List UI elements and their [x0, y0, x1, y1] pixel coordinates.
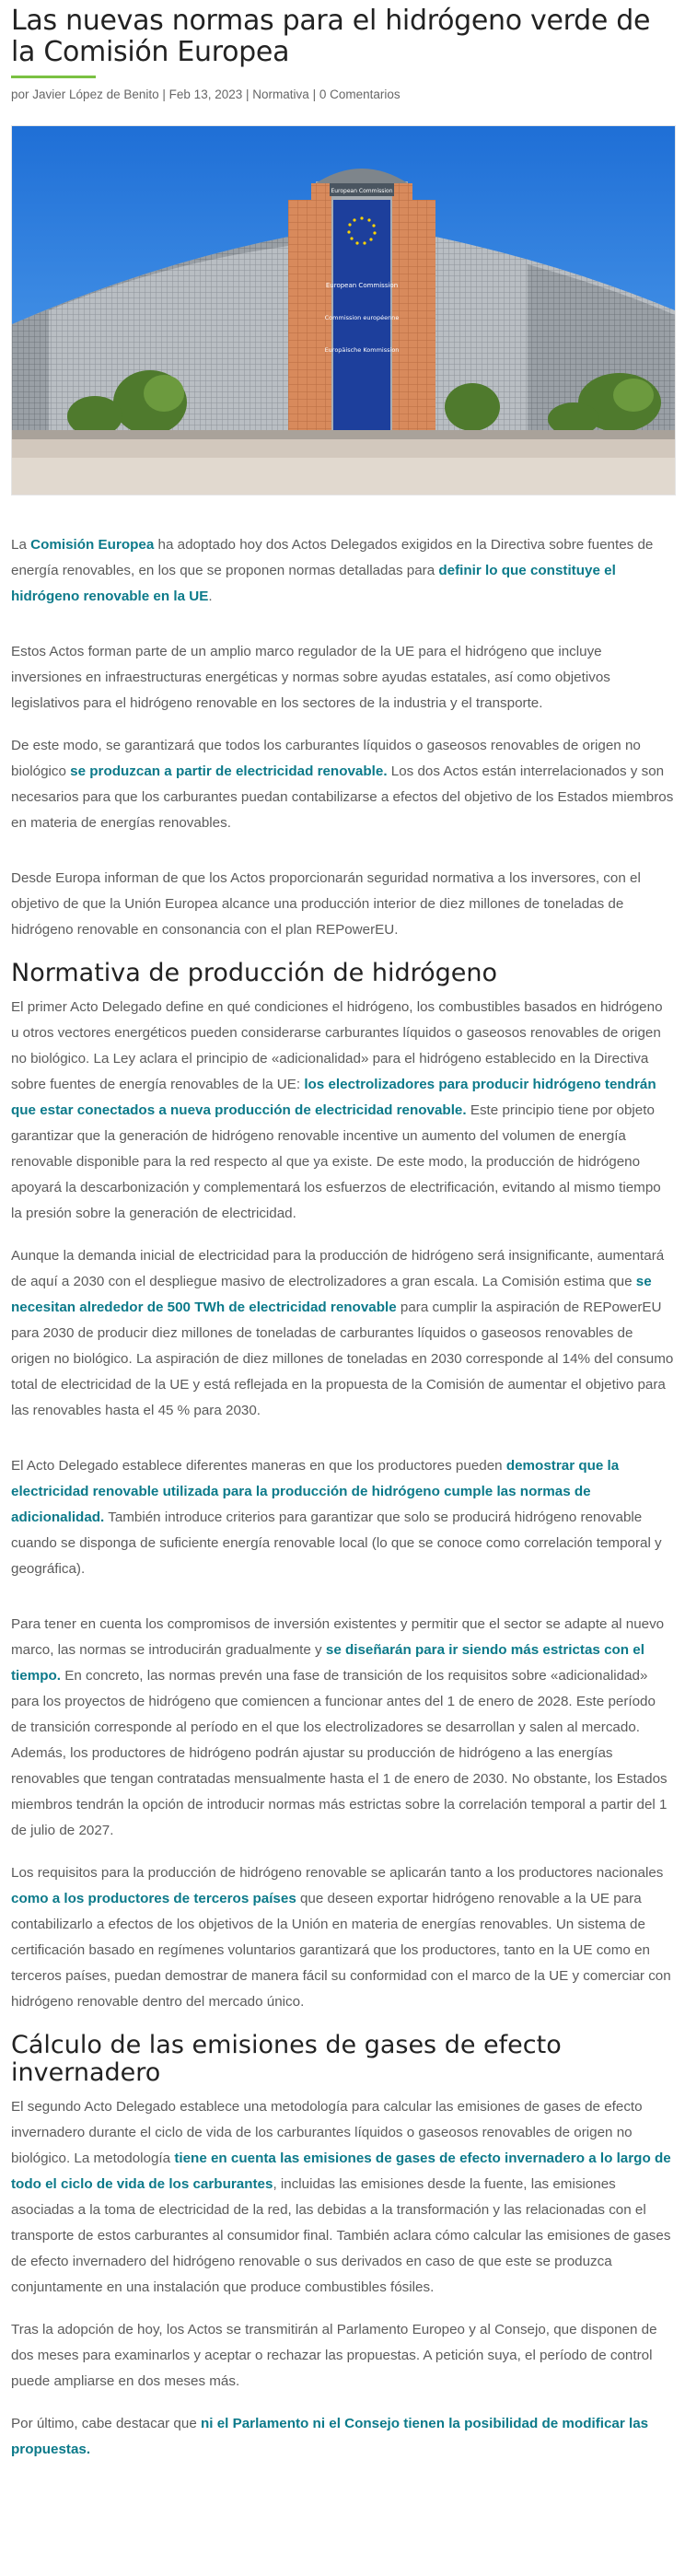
link-hidrogeno-renovable[interactable]: definir lo que constituye el hidrógeno renovable en la UE [11, 563, 616, 604]
hero-image-berlaymont-building [11, 125, 676, 495]
category-link[interactable]: Normativa [252, 87, 309, 101]
paragraph: El primer Acto Delegado define en qué condiciones el hidrógeno, los combustibles basados en hidrógeno u otros vectores energéticos pueden considerarse carburantes líquidos o gaseosos renovables de origen no biológico. La Ley aclara el principio de «adicionalidad» para el hidrógeno establecido en la Directiva sobre fuentes de energía renovables de la UE: los electrolizadores para producir hidrógeno tendrán que estar conectados a nueva producción de electricidad renovable. Este principio tiene por objeto garantizar que la generación de hidrógeno renovable incentive un aumento del volumen de energía renovable disponible para la red respecto al que ya existe. De este modo, la producción de hidrógeno apoyará la descarbonización y complementará los esfuerzos de electrificación, evitando al mismo tiempo la presión sobre la generación de electricidad. [11, 999, 663, 1221]
post-meta: por Javier López de Benito | Feb 13, 2023 | Normativa | 0 Comentarios [11, 87, 401, 101]
comments-link[interactable]: 0 Comentarios [319, 87, 401, 101]
svg-text:European Commission: European Commission [331, 188, 393, 194]
paragraph: Aunque la demanda inicial de electricidad para la producción de hidrógeno será insignificante, aumentará de aquí a 2030 con el despliegue masivo de electrolizadores a gran escala. La Comisión estima que se necesitan alrededor de 500 TWh de electricidad renovable para cumplir la aspiración de REPowerEU para 2030 de producir diez millones de toneladas de carburantes líquidos o gaseosos renovables de origen no biológico. La aspiración de diez millones de toneladas en 2030 corresponde al 14% del consumo total de electricidad de la UE y está reflejada en la propuesta de la Comisión de aumentar el objetivo para las renovables hasta el 45 % para 2030. [11, 1248, 674, 1418]
link-modificar-propuestas[interactable]: ni el Parlamento ni el Consejo tienen la posibilidad de modificar las propuestas. [11, 2416, 649, 2457]
paragraph: El Acto Delegado establece diferentes maneras en que los productores pueden demostrar que la electricidad renovable utilizada para la producción de hidrógeno cumple las normas de adicionalidad. También introduce criterios para garantizar que solo se producirá hidrógeno renovable cuando se disponga de suficiente energía renovable local (lo que se conoce como correlación temporal y geográfica). [11, 1458, 662, 1577]
paragraph: De este modo, se garantizará que todos los carburantes líquidos o gaseosos renovables de origen no biológico se produzcan a partir de electricidad renovable. Los dos Actos están interrelacionados y son necesarios para que los carburantes puedan contabilizarse a efectos del objetivo de los Estados miembros en materia de energías renovables. [11, 738, 674, 831]
svg-text:Europäische Kommission: Europäische Kommission [324, 346, 400, 354]
paragraph: Los requisitos para la producción de hidrógeno renovable se aplicarán tanto a los productores nacionales como a los productores de terceros países que deseen exportar hidrógeno renovable a la UE para contabilizarlo a efectos de los objetivos de la Unión en materia de energías renovables. Un sistema de certificación basado en regímenes voluntarios garantizará que los productores, tanto en la UE como en terceros países, puedan demostrar de manera fácil su conformidad con el marco de la UE y comerciar con hidrógeno renovable dentro del mercado único. [11, 1865, 671, 2010]
svg-text:European Commission: European Commission [325, 282, 399, 289]
paragraph: Por último, cabe destacar que ni el Parlamento ni el Consejo tienen la posibilidad de modificar las propuestas. [11, 2416, 649, 2457]
link-ciclo-de-vida[interactable]: tiene en cuenta las emisiones de gases de efecto invernadero a lo largo de todo el ciclo de vida de los carburantes [11, 2151, 671, 2192]
link-500-twh[interactable]: se necesitan alrededor de 500 TWh de electricidad renovable [11, 1274, 652, 1315]
paragraph: El segundo Acto Delegado establece una metodología para calcular las emisiones de gases de efecto invernadero durante el ciclo de vida de los carburantes líquidos o gaseosos renovables de origen no biológico. La metodología tiene en cuenta las emisiones de gases de efecto invernadero a lo largo de todo el ciclo de vida de los carburantes, incluidas las emisiones desde la fuente, las emisiones asociadas a la toma de electricidad de la red, las debidas a la transformación y las relacionadas con el transporte de estos carburantes al consumidor final. También aclara cómo calcular las emisiones de gases de efecto invernadero del hidrógeno renovable o sus derivados en caso de que este se produzca conjuntamente en una instalación que produce combustibles fósiles. [11, 2099, 671, 2295]
paragraph: Desde Europa informan de que los Actos proporcionarán seguridad normativa a los inversores, con el objetivo de que la Unión Europea alcance una producción interior de diez millones de toneladas de hidrógeno renovable en consonancia con el plan REPowerEU. [11, 870, 641, 938]
link-mas-estrictas[interactable]: se diseñarán para ir siendo más estrictas con el tiempo. [11, 1642, 644, 1684]
paragraph: La Comisión Europea ha adoptado hoy dos Actos Delegados exigidos en la Directiva sobre fuentes de energía renovables, en los que se proponen normas detalladas para definir lo que constituye el hidrógeno renovable en la UE. [11, 537, 654, 604]
paragraph: Para tener en cuenta los compromisos de inversión existentes y permitir que el sector se adapte al nuevo marco, las normas se introducirán gradualmente y se diseñarán para ir siendo más estrictas con el tiempo. En concreto, las normas prevén una fase de transición de los requisitos sobre «adicionalidad» para los proyectos de hidrógeno que comiencen a funcionar antes del 1 de enero de 2028. Este período de transición corresponde al período en el que los electrolizadores se desarrollan y salen al mercado. Además, los productores de hidrógeno podrán ajustar su producción de hidrógeno a las energías renovables que tengan contratadas mensualmente hasta el 1 de enero de 2030. No obstante, los Estados miembros tendrán la opción de introducir normas más estrictas sobre la correlación temporal a partir del 1 de julio de 2027. [11, 1616, 668, 1838]
link-electrolizadores[interactable]: los electrolizadores para producir hidrógeno tendrán que estar conectados a nueva producción de electricidad renovable. [11, 1077, 656, 1118]
paragraph: Tras la adopción de hoy, los Actos se transmitirán al Parlamento Europeo y al Consejo, que disponen de dos meses para examinarlos y aceptar o rechazar las propuestas. A petición suya, el período de control puede ampliarse en dos meses más. [11, 2322, 657, 2389]
page-title: Las nuevas normas para el hidrógeno verde de la Comisión Europea [11, 5, 651, 68]
svg-text:Commission européenne: Commission européenne [324, 314, 400, 321]
section-heading: Cálculo de las emisiones de gases de efecto invernadero [11, 2031, 562, 2087]
post-date: Feb 13, 2023 [168, 87, 243, 101]
link-terceros-paises[interactable]: como a los productores de terceros países [11, 1891, 296, 1906]
link-comision-europea[interactable]: Comisión Europea [30, 537, 155, 553]
section-heading: Normativa de producción de hidrógeno [11, 959, 498, 987]
author-link[interactable]: Javier López de Benito [32, 87, 159, 101]
title-underline [11, 76, 96, 78]
paragraph: Estos Actos forman parte de un amplio marco regulador de la UE para el hidrógeno que incluye inversiones en infraestructuras energéticas y normas sobre ayudas estatales, así como objetivos legislativos para el hidrógeno renovable en los sectores de la industria y el transporte. [11, 644, 610, 711]
link-adicionalidad[interactable]: demostrar que la electricidad renovable utilizada para la producción de hidrógeno cumple las normas de adicionalidad. [11, 1458, 620, 1525]
link-electricidad-renovable[interactable]: se produzcan a partir de electricidad renovable. [70, 763, 388, 779]
